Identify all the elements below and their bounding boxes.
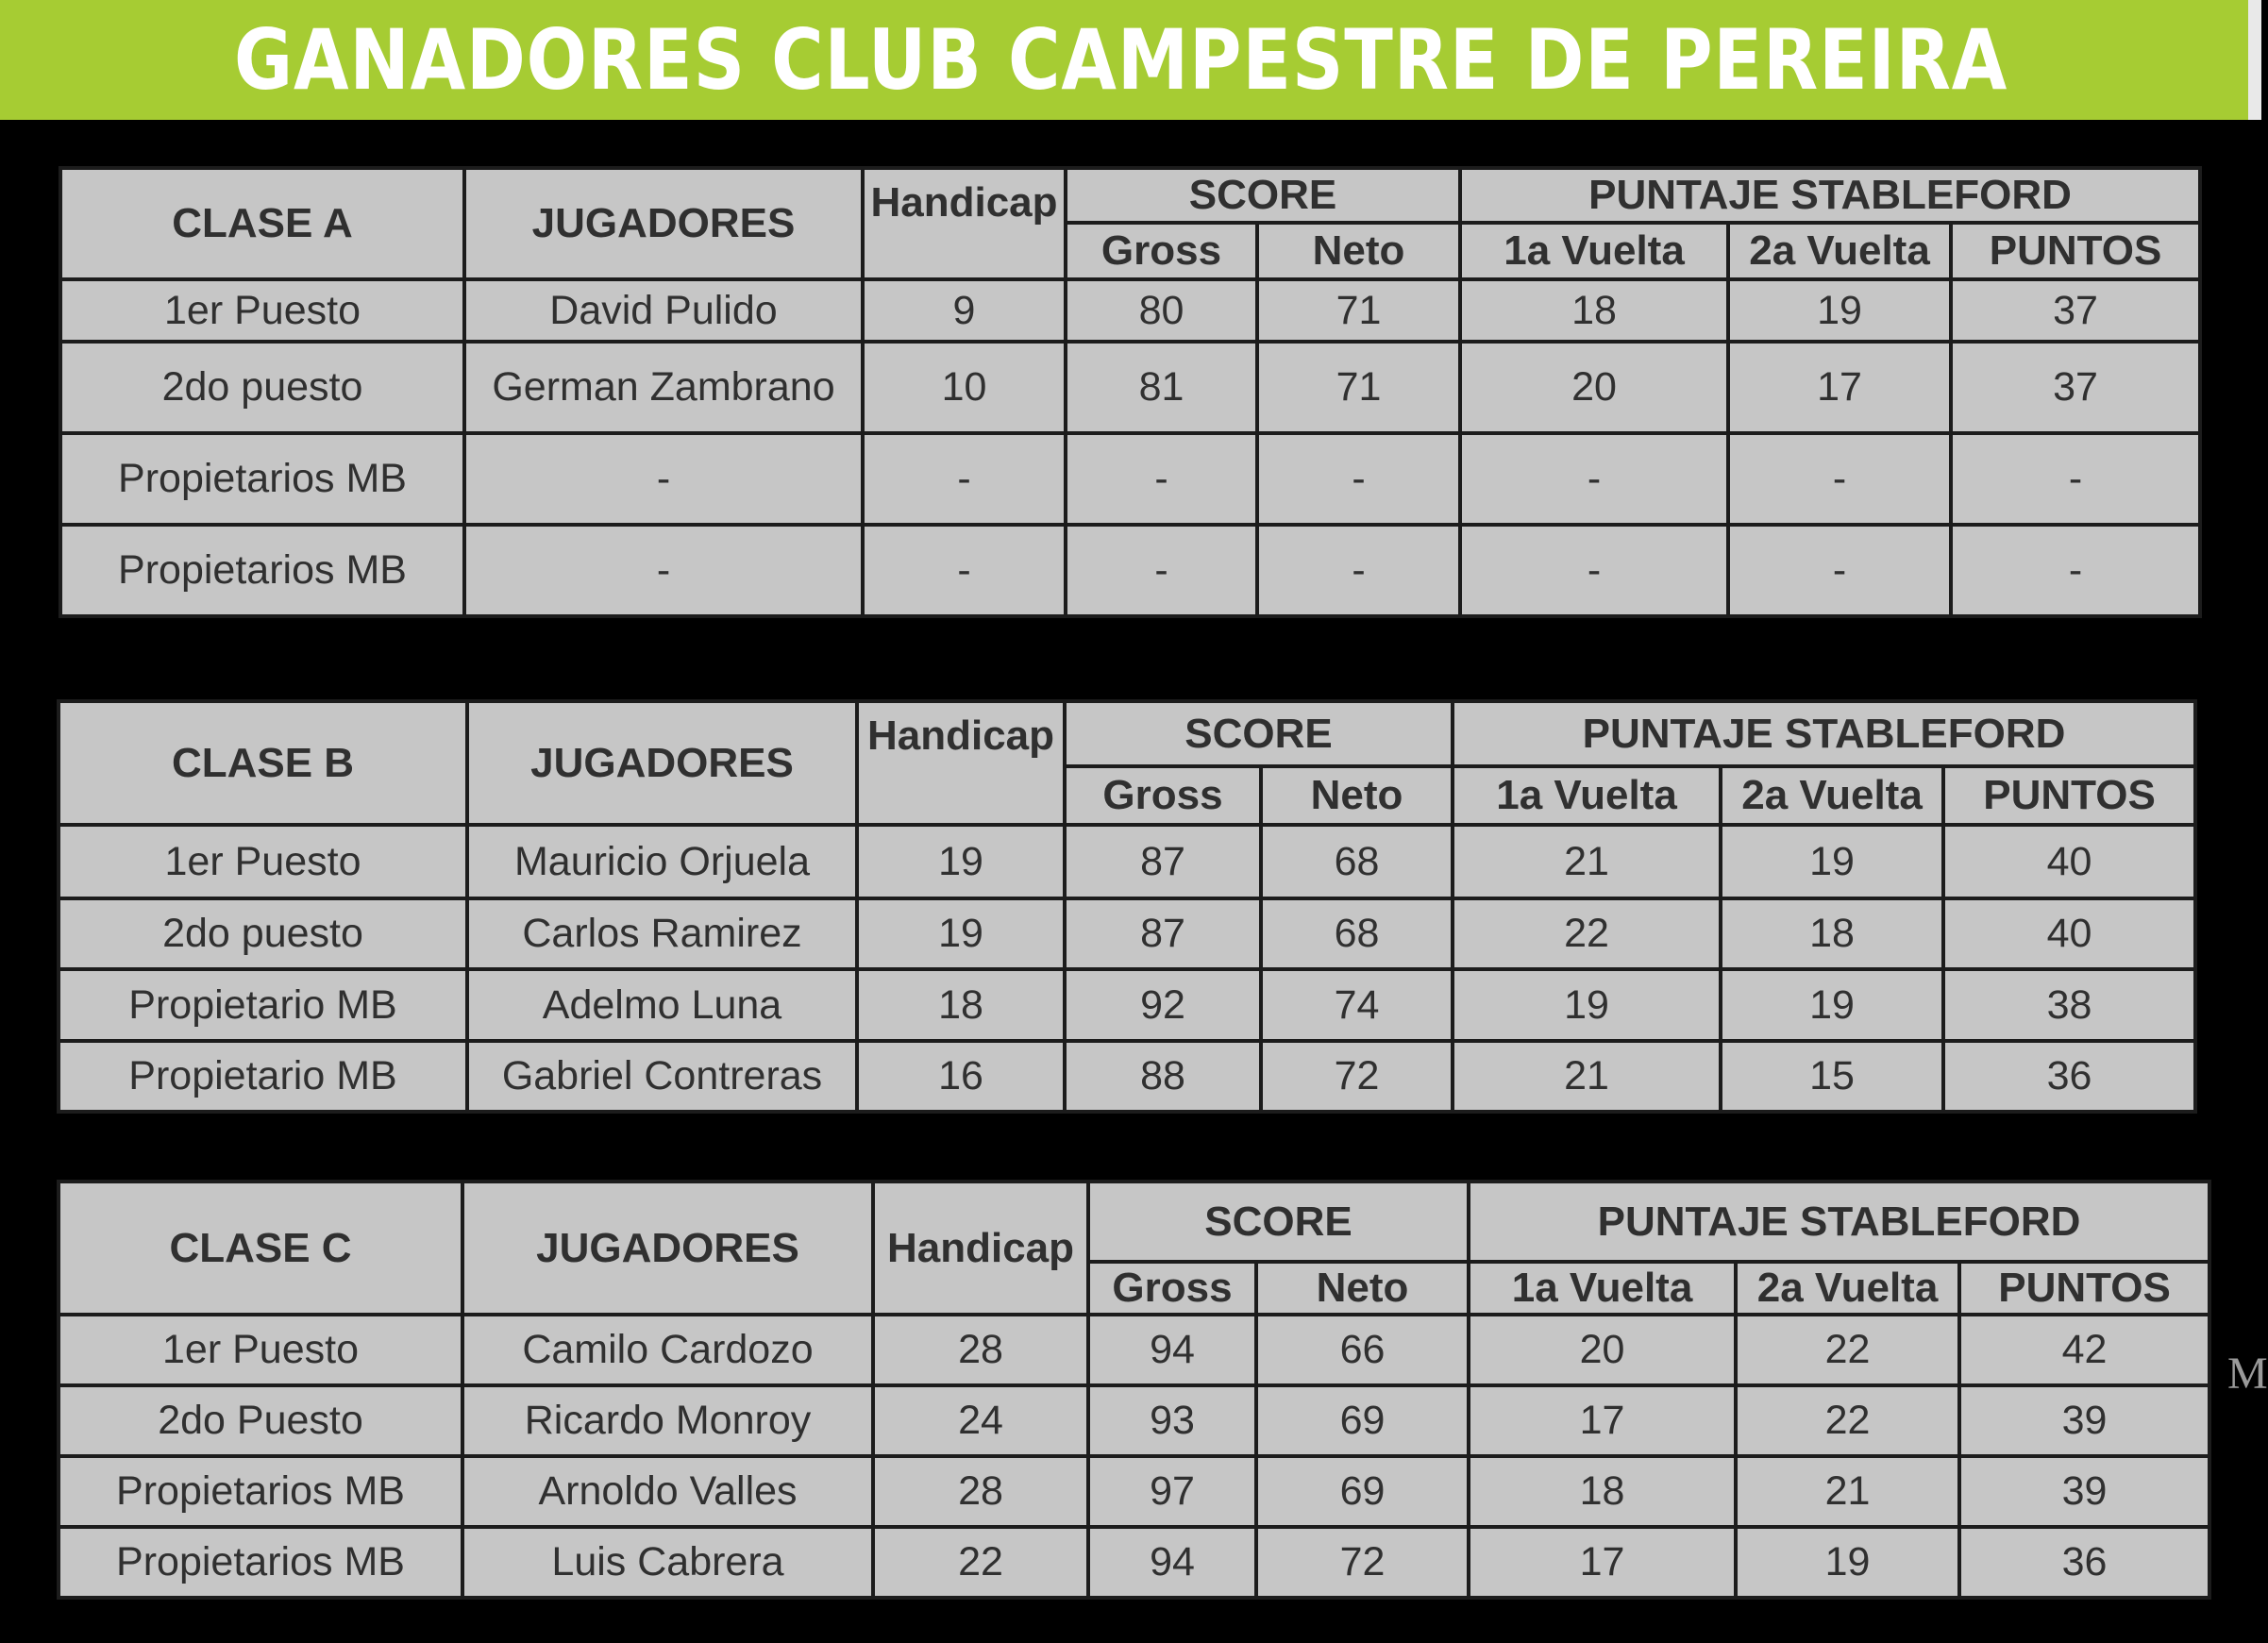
vuelta2-cell: 15: [1721, 1041, 1943, 1112]
vuelta1-cell: 21: [1453, 825, 1721, 898]
vuelta1-header: 1a Vuelta: [1469, 1262, 1736, 1315]
gross-cell: -: [1066, 525, 1257, 616]
puntos-header: PUNTOS: [1943, 766, 2195, 825]
jugador-cell: Mauricio Orjuela: [467, 825, 857, 898]
neto-cell: 69: [1256, 1456, 1469, 1527]
vuelta2-header: 2a Vuelta: [1736, 1262, 1959, 1315]
jugador-cell: Gabriel Contreras: [467, 1041, 857, 1112]
handicap-cell: -: [863, 433, 1066, 525]
clase-header: CLASE B: [59, 701, 467, 825]
vuelta1-cell: 17: [1469, 1527, 1736, 1598]
vuelta2-cell: 19: [1721, 825, 1943, 898]
puntos-cell: 36: [1943, 1041, 2195, 1112]
table-row: [59, 1527, 2209, 1598]
gross-cell: 87: [1065, 825, 1261, 898]
vuelta2-cell: -: [1728, 525, 1951, 616]
vuelta1-cell: 18: [1469, 1456, 1736, 1527]
header-row: [60, 168, 2200, 223]
gross-cell: 94: [1088, 1527, 1256, 1598]
handicap-cell: 18: [857, 969, 1065, 1041]
table-row: [59, 825, 2195, 898]
puntos-cell: 39: [1959, 1385, 2209, 1456]
jugador-cell: Arnoldo Valles: [462, 1456, 873, 1527]
jugadores-header: JUGADORES: [462, 1182, 873, 1315]
clase-header: CLASE A: [60, 168, 464, 279]
gross-cell: 93: [1088, 1385, 1256, 1456]
table-row: [59, 1456, 2209, 1527]
handicap-cell: 24: [873, 1385, 1088, 1456]
neto-cell: 74: [1261, 969, 1453, 1041]
puntos-cell: 42: [1959, 1315, 2209, 1385]
vuelta1-cell: 17: [1469, 1385, 1736, 1456]
handicap-header: Handicap: [873, 1182, 1088, 1315]
puesto-cell: Propietario MB: [59, 969, 467, 1041]
neto-cell: 68: [1261, 898, 1453, 969]
vuelta1-header: 1a Vuelta: [1453, 766, 1721, 825]
clase-table: [57, 699, 2197, 1114]
vuelta1-cell: 22: [1453, 898, 1721, 969]
neto-header: Neto: [1261, 766, 1453, 825]
clase-table: [57, 1180, 2211, 1600]
vuelta1-cell: 18: [1460, 279, 1728, 342]
header-row: [59, 1182, 2209, 1262]
vuelta2-cell: 22: [1736, 1315, 1959, 1385]
puesto-cell: Propietarios MB: [59, 1456, 462, 1527]
handicap-cell: 28: [873, 1456, 1088, 1527]
table-row: [60, 525, 2200, 616]
clase-table: [59, 166, 2202, 618]
gross-cell: 94: [1088, 1315, 1256, 1385]
table-row: [59, 1385, 2209, 1456]
neto-cell: 71: [1257, 342, 1460, 433]
handicap-cell: 28: [873, 1315, 1088, 1385]
puesto-cell: Propietarios MB: [59, 1527, 462, 1598]
page-title: GANADORES CLUB CAMPESTRE DE PEREIRA: [234, 11, 2008, 109]
gross-cell: 81: [1066, 342, 1257, 433]
handicap-cell: 16: [857, 1041, 1065, 1112]
handicap-header: Handicap: [857, 701, 1065, 825]
neto-cell: 72: [1261, 1041, 1453, 1112]
vuelta2-cell: 19: [1736, 1527, 1959, 1598]
handicap-cell: 10: [863, 342, 1066, 433]
puesto-cell: 2do puesto: [59, 898, 467, 969]
puntos-cell: 39: [1959, 1456, 2209, 1527]
puntos-cell: -: [1951, 525, 2200, 616]
puntos-cell: 40: [1943, 898, 2195, 969]
neto-cell: 72: [1256, 1527, 1469, 1598]
puesto-cell: 1er Puesto: [59, 1315, 462, 1385]
puesto-cell: 2do Puesto: [59, 1385, 462, 1456]
side-text: M: [2227, 1349, 2268, 1399]
vuelta1-header: 1a Vuelta: [1460, 223, 1728, 279]
jugador-cell: Camilo Cardozo: [462, 1315, 873, 1385]
puesto-cell: Propietarios MB: [60, 433, 464, 525]
puntos-cell: 40: [1943, 825, 2195, 898]
jugador-cell: Adelmo Luna: [467, 969, 857, 1041]
vuelta2-header: 2a Vuelta: [1728, 223, 1951, 279]
vuelta2-cell: 21: [1736, 1456, 1959, 1527]
stableford-header: PUNTAJE STABLEFORD: [1453, 701, 2195, 766]
stableford-header: PUNTAJE STABLEFORD: [1469, 1182, 2209, 1262]
table-row: [59, 898, 2195, 969]
jugador-cell: -: [464, 525, 863, 616]
neto-cell: 71: [1257, 279, 1460, 342]
table-row: [59, 1041, 2195, 1112]
vuelta1-cell: -: [1460, 433, 1728, 525]
puntos-header: PUNTOS: [1959, 1262, 2209, 1315]
vuelta1-cell: -: [1460, 525, 1728, 616]
jugador-cell: German Zambrano: [464, 342, 863, 433]
neto-header: Neto: [1256, 1262, 1469, 1315]
puntos-cell: 38: [1943, 969, 2195, 1041]
gross-cell: 92: [1065, 969, 1261, 1041]
puesto-cell: 1er Puesto: [60, 279, 464, 342]
table-row: [60, 279, 2200, 342]
handicap-cell: 19: [857, 898, 1065, 969]
stableford-header: PUNTAJE STABLEFORD: [1460, 168, 2200, 223]
puntos-cell: -: [1951, 433, 2200, 525]
vuelta2-cell: 19: [1721, 969, 1943, 1041]
handicap-header: Handicap: [863, 168, 1066, 279]
puntos-cell: 37: [1951, 279, 2200, 342]
vuelta2-cell: 19: [1728, 279, 1951, 342]
gross-cell: 87: [1065, 898, 1261, 969]
gross-header: Gross: [1088, 1262, 1256, 1315]
puesto-cell: Propietarios MB: [60, 525, 464, 616]
jugador-cell: Luis Cabrera: [462, 1527, 873, 1598]
table-row: [59, 969, 2195, 1041]
gross-cell: 88: [1065, 1041, 1261, 1112]
jugadores-header: JUGADORES: [467, 701, 857, 825]
puntos-cell: 37: [1951, 342, 2200, 433]
title-banner: [0, 0, 2261, 120]
neto-cell: 68: [1261, 825, 1453, 898]
table-row: [60, 433, 2200, 525]
score-header: SCORE: [1065, 701, 1453, 766]
vuelta2-cell: 18: [1721, 898, 1943, 969]
gross-cell: 80: [1066, 279, 1257, 342]
gross-cell: 97: [1088, 1456, 1256, 1527]
handicap-cell: -: [863, 525, 1066, 616]
vuelta1-cell: 21: [1453, 1041, 1721, 1112]
neto-cell: 66: [1256, 1315, 1469, 1385]
neto-cell: 69: [1256, 1385, 1469, 1456]
puntos-header: PUNTOS: [1951, 223, 2200, 279]
table-row: [59, 1315, 2209, 1385]
puesto-cell: Propietario MB: [59, 1041, 467, 1112]
vuelta1-cell: 20: [1460, 342, 1728, 433]
neto-cell: -: [1257, 433, 1460, 525]
neto-cell: -: [1257, 525, 1460, 616]
gross-cell: -: [1066, 433, 1257, 525]
puesto-cell: 1er Puesto: [59, 825, 467, 898]
banner-edge: [2248, 0, 2261, 120]
handicap-cell: 9: [863, 279, 1066, 342]
header-row: [59, 701, 2195, 766]
jugador-cell: -: [464, 433, 863, 525]
score-header: SCORE: [1088, 1182, 1469, 1262]
vuelta2-cell: 17: [1728, 342, 1951, 433]
vuelta1-cell: 20: [1469, 1315, 1736, 1385]
jugador-cell: Ricardo Monroy: [462, 1385, 873, 1456]
gross-header: Gross: [1066, 223, 1257, 279]
table-row: [60, 342, 2200, 433]
jugadores-header: JUGADORES: [464, 168, 863, 279]
score-header: SCORE: [1066, 168, 1460, 223]
vuelta2-header: 2a Vuelta: [1721, 766, 1943, 825]
jugador-cell: Carlos Ramirez: [467, 898, 857, 969]
vuelta2-cell: -: [1728, 433, 1951, 525]
jugador-cell: David Pulido: [464, 279, 863, 342]
handicap-cell: 22: [873, 1527, 1088, 1598]
puesto-cell: 2do puesto: [60, 342, 464, 433]
puntos-cell: 36: [1959, 1527, 2209, 1598]
neto-header: Neto: [1257, 223, 1460, 279]
vuelta2-cell: 22: [1736, 1385, 1959, 1456]
handicap-cell: 19: [857, 825, 1065, 898]
vuelta1-cell: 19: [1453, 969, 1721, 1041]
clase-header: CLASE C: [59, 1182, 462, 1315]
gross-header: Gross: [1065, 766, 1261, 825]
